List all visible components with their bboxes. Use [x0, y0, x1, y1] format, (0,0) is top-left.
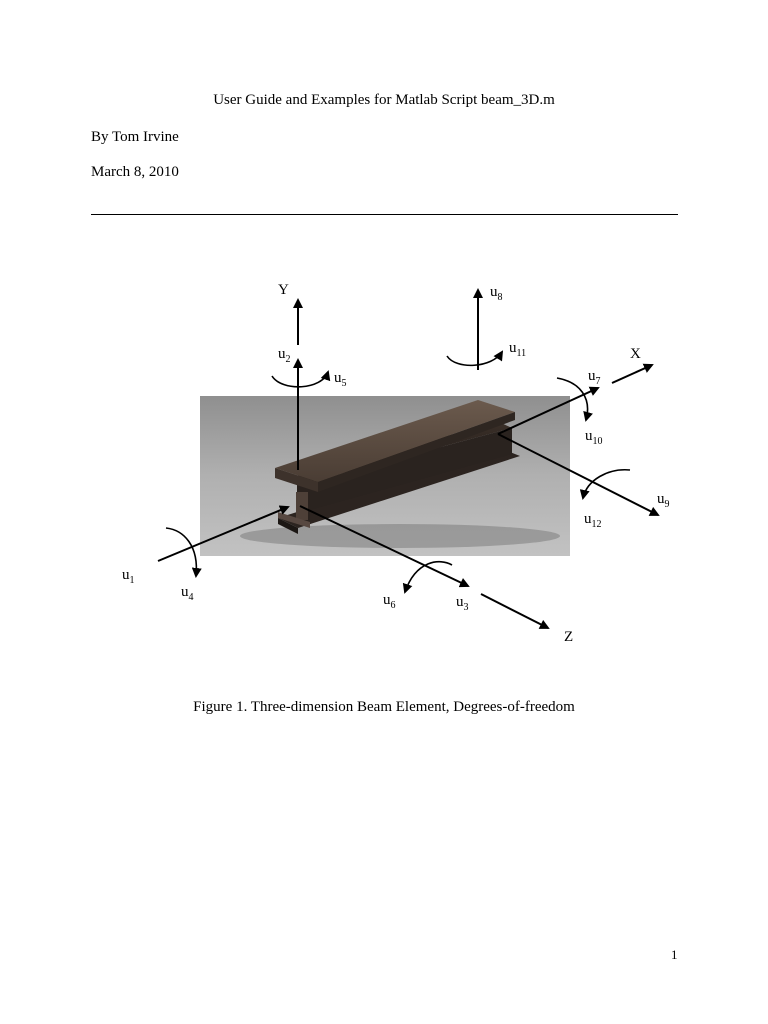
author-line: By Tom Irvine — [91, 129, 179, 145]
u11-rotation-arrow — [447, 352, 502, 365]
x-axis-arrow — [612, 365, 652, 383]
dof-label-u12: $u_{12}$ — [584, 511, 602, 530]
dof-label-u5: $u_5$ — [334, 370, 347, 389]
beam-diagram — [100, 270, 700, 650]
dof-label-u1: $u_1$ — [122, 567, 135, 586]
dof-label-u10: $u_{10}$ — [585, 428, 603, 447]
dof-label-u4: $u_4$ — [181, 584, 194, 603]
y-axis-label: Y — [278, 282, 289, 298]
figure-caption: Figure 1. Three-dimension Beam Element, Degrees-of-freedom — [193, 699, 575, 715]
dof-label-u3: $u_3$ — [456, 594, 469, 613]
x-axis-label: X — [630, 346, 641, 362]
dof-label-u8: $u_8$ — [490, 284, 503, 303]
u5-rotation-arrow — [272, 372, 328, 387]
z-axis-label: Z — [564, 629, 574, 645]
dof-label-u2: $u_2$ — [278, 346, 291, 365]
dof-label-u6: $u_6$ — [383, 592, 396, 611]
dof-label-u7: $u_7$ — [588, 368, 601, 387]
page-number: 1 — [671, 947, 678, 962]
date-line: March 8, 2010 — [91, 164, 179, 180]
dof-label-u11: $u_{11}$ — [509, 340, 527, 359]
beam-dof-figure — [100, 270, 700, 650]
u12-rotation-arrow — [583, 470, 630, 498]
z-axis-arrow — [481, 594, 548, 628]
document-title: User Guide and Examples for Matlab Script beam_3D.m — [213, 92, 555, 108]
horizontal-rule — [91, 214, 678, 215]
dof-label-u9: $u_9$ — [657, 491, 670, 510]
